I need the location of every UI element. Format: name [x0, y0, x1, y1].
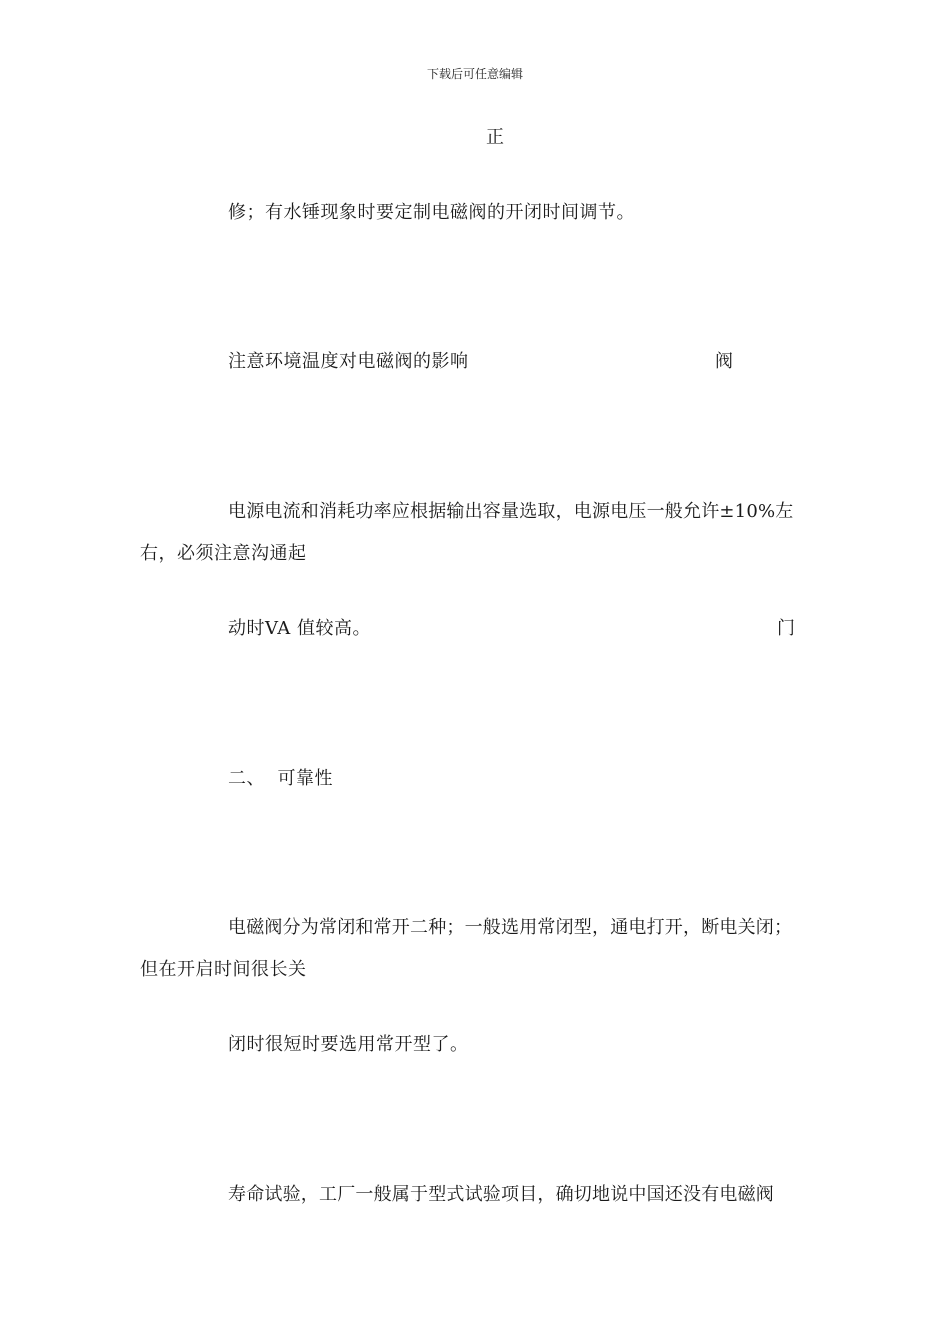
- paragraph-line-5-left: 动时VA 值较高。: [228, 618, 371, 639]
- paragraph-line-1: 修；有水锤现象时要定制电磁阀的开闭时间调节。: [228, 202, 635, 223]
- paragraph-line-4: 右，必须注意沟通起: [140, 543, 307, 564]
- paragraph-line-8: 闭时很短时要选用常开型了。: [228, 1034, 469, 1055]
- paragraph-line-2-right: 阀: [715, 351, 734, 372]
- page-header: 下载后可任意编辑: [426, 67, 523, 81]
- paragraph-line-3: 电源电流和消耗功率应根据输出容量选取，电源电压一般允许±10%左: [228, 501, 794, 522]
- section-heading: 二、 可靠性: [228, 768, 333, 789]
- paragraph-line-5-right: 门: [777, 618, 796, 639]
- title-char: 正: [486, 127, 505, 148]
- paragraph-line-7: 但在开启时间很长关: [140, 959, 307, 980]
- paragraph-line-6: 电磁阀分为常闭和常开二种；一般选用常闭型，通电打开，断电关闭；: [228, 917, 793, 938]
- paragraph-line-9: 寿命试验，工厂一般属于型式试验项目，确切地说中国还没有电磁阀: [228, 1184, 774, 1205]
- paragraph-line-2-left: 注意环境温度对电磁阀的影响: [228, 351, 469, 372]
